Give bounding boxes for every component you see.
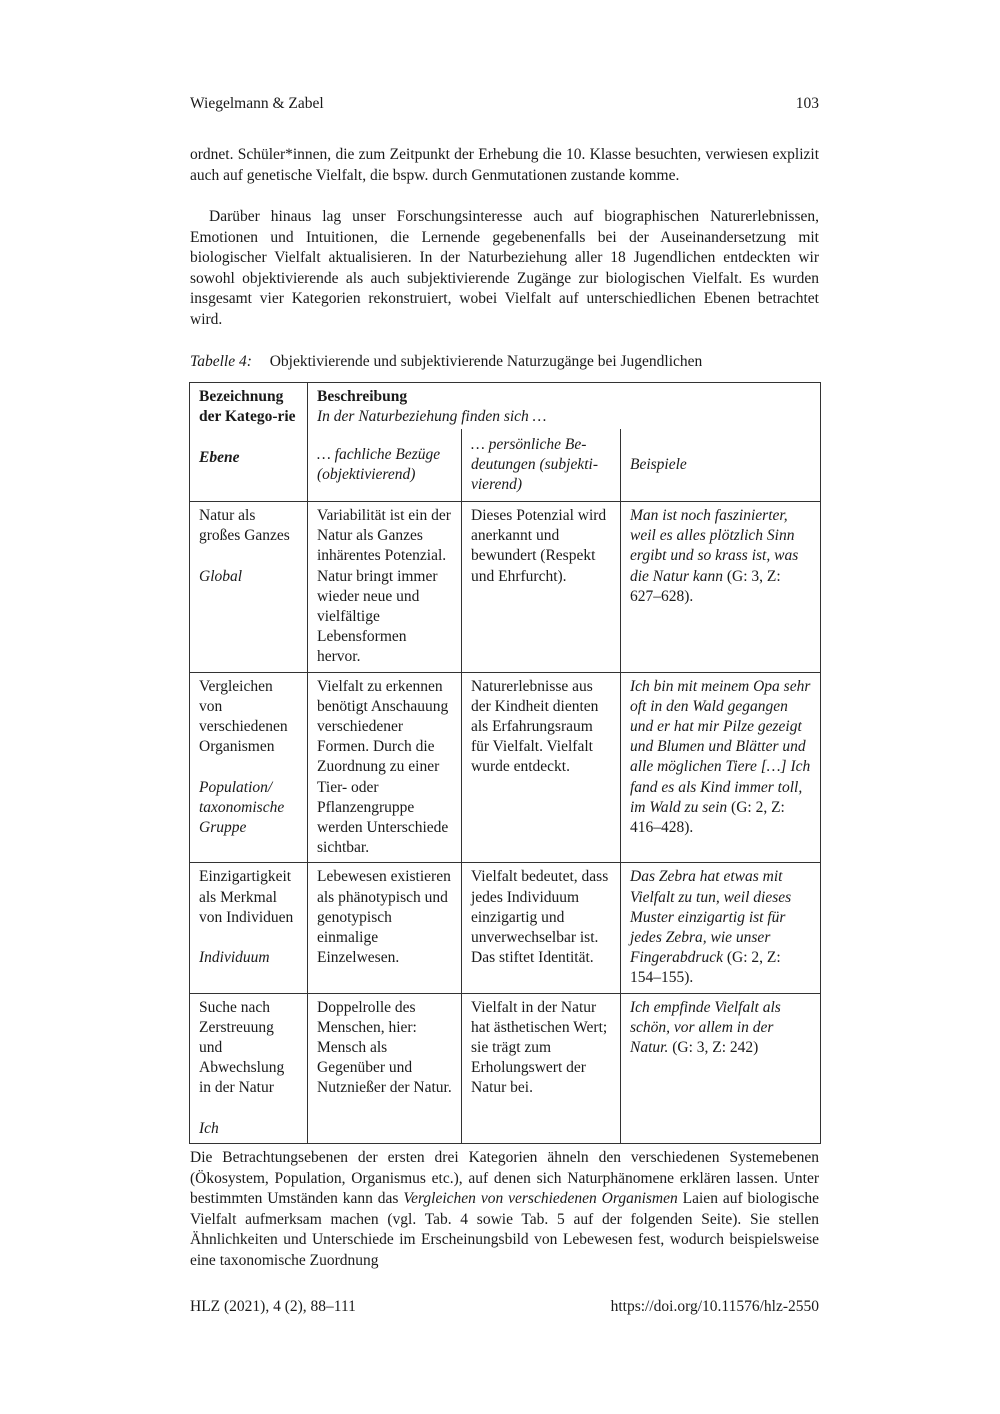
paragraph-2: Darüber hinaus lag unser Forschungsinteresse auch auf biographischen Naturerlebnissen, Emotionen und Intuitionen, die Lernende gegebenenfalls bei der Auseinandersetzung mit biologischer Vielfalt aktualisieren. In der Naturbeziehung aller 18 Jugendlichen entdeckten wir sowohl objektivierende als auch subjektivierende Zugänge zur biologischen Vielfalt. Es wurden insgesamt vier Kategorien rekonstruiert, wobei Vielfalt auf unterschiedlichen Ebenen betrachtet wird. bbox=[190, 208, 819, 328]
subjective-cell: Vielfalt in der Natur hat ästhetischen Wert; sie trägt zum Erholungswert der Natur bei. bbox=[462, 993, 621, 1143]
objective-cell: Vielfalt zu erkennen benötigt Anschauung verschiedener Formen. Durch die Zuordnung zu einer Tier- oder Pflanzengruppe werden Unterschiede sichtbar. bbox=[308, 672, 462, 863]
category-level: Population/ taxonomische Gruppe bbox=[199, 778, 285, 837]
table-row bbox=[190, 502, 821, 673]
subjective-cell: Dieses Potenzial wird anerkannt und bewundert (Respekt und Ehrfurcht). bbox=[462, 502, 621, 673]
category-level: Ich bbox=[199, 1119, 219, 1137]
table-caption-label: Tabelle 4: bbox=[190, 353, 252, 370]
header-description-title: Beschreibung bbox=[317, 388, 408, 405]
table-caption-text: Objektivierende und subjektivierende Naturzugänge bei Jugendlichen bbox=[269, 353, 703, 370]
table-4 bbox=[189, 382, 821, 1144]
paragraph-1: ordnet. Schüler*innen, die zum Zeitpunkt der Erhebung die 10. Klasse besuchten, verwiesen explizit auch auf genetische Vielfalt, die bspw. durch Genmutationen zustande komme. bbox=[190, 146, 819, 184]
header-description-group bbox=[308, 383, 821, 430]
paragraph-3-emphasis: Vergleichen von verschiedenen Organismen bbox=[403, 1190, 678, 1208]
category-name: Vergleichen von verschiedenen Organismen bbox=[199, 677, 288, 756]
objective-cell: Lebewesen existieren als phänotypisch und genotypisch einmalige Einzelwesen. bbox=[308, 863, 462, 993]
category-level: Global bbox=[199, 567, 243, 585]
example-cell bbox=[621, 993, 821, 1143]
example-cell bbox=[621, 863, 821, 993]
header-level-title: Ebene bbox=[199, 448, 240, 466]
objective-cell: Doppelrolle des Menschen, hier: Mensch als Gegenüber und Nutznießer der Natur. bbox=[308, 993, 462, 1143]
example-quote: Ich bin mit meinem Opa sehr oft in den Wald gegangen und er hat mir Pilze gezeigt und Blumen und Blätter und alle möglichen Tiere […] Ich fand es als Kind immer toll, im Wald zu sein bbox=[630, 677, 811, 816]
category-cell bbox=[190, 993, 308, 1143]
header-authors: Wiegelmann & Zabel bbox=[190, 95, 324, 112]
objective-cell: Variabilität ist ein der Natur als Ganzes inhärentes Potenzial. Natur bringt immer wieder neue und vielfältige Lebensformen hervor. bbox=[308, 502, 462, 673]
table-row bbox=[190, 993, 821, 1143]
header-examples: Beispiele bbox=[621, 429, 821, 501]
example-cell bbox=[621, 502, 821, 673]
subjective-cell: Vielfalt bedeutet, dass jedes Individuum einzigartig und unverwechselbar ist. Das stiftet Identität. bbox=[462, 863, 621, 993]
category-cell bbox=[190, 672, 308, 863]
footer-citation: HLZ (2021), 4 (2), 88–111 bbox=[190, 1298, 356, 1315]
example-cell bbox=[621, 672, 821, 863]
header-description-subtitle: In der Naturbeziehung finden sich … bbox=[317, 408, 547, 426]
category-cell bbox=[190, 863, 308, 993]
footer-doi-link[interactable]: https://doi.org/10.11576/hlz-2550 bbox=[610, 1298, 819, 1315]
table-caption bbox=[190, 353, 702, 371]
page-footer bbox=[190, 1298, 819, 1316]
header-category-cell bbox=[190, 383, 308, 502]
subjective-cell: Naturerlebnisse aus der Kindheit dienten als Erfahrungsraum für Vielfalt. Vielfalt wurde entdeckt. bbox=[462, 672, 621, 863]
table-row bbox=[190, 863, 821, 993]
header-category-title: Bezeichnung der Katego-rie bbox=[199, 388, 296, 426]
paragraph-3-text-b: Laien auf biologische Vielfalt aufmerksam machen (vgl. Tab. 4 sowie Tab. 5 auf der folgenden Seite). Sie stellen Ähnlichkeiten und Unterschiede im Erscheinungsbild von Lebewesen fest, wodurch beispielsweise eine taxonomische Zuordnung bbox=[190, 1190, 819, 1269]
category-name: Suche nach Zerstreuung und Abwechslung in der Natur bbox=[199, 998, 285, 1097]
example-reference: (G: 3, Z: 242) bbox=[668, 1039, 759, 1057]
category-name: Natur als großes Ganzes bbox=[199, 507, 290, 545]
table-header-row-1 bbox=[190, 383, 821, 430]
category-name: Einzigartigkeit als Merkmal von Individuen bbox=[199, 868, 294, 926]
header-subjective: … persönliche Be-deutungen (subjekti-vierend) bbox=[462, 429, 621, 501]
table-row bbox=[190, 672, 821, 863]
category-cell bbox=[190, 502, 308, 673]
running-head bbox=[190, 95, 819, 113]
paragraph-3-text-a: Die Betrachtungsebenen der ersten drei Kategorien ähneln den verschiedenen Systemebenen (Ökosystem, Population, Organismus etc.), auf denen sich Naturphänomene erklären lassen. Unter bestimmten Umständen kann das bbox=[190, 1149, 819, 1208]
example-reference: (G: 2, Z: 416–428). bbox=[630, 798, 785, 837]
header-objective: … fachliche Bezüge (objektivierend) bbox=[308, 429, 462, 501]
category-level: Individuum bbox=[199, 949, 270, 967]
paragraph-3 bbox=[190, 1148, 819, 1272]
example-quote: Man ist noch faszinierter, weil es alles plötzlich Sinn ergibt und so krass ist, was die Natur kann bbox=[630, 507, 799, 585]
example-reference: (G: 3, Z: 627–628). bbox=[630, 567, 781, 605]
example-quote: Ich empfinde Vielfalt als schön, vor allem in der Natur. bbox=[630, 998, 781, 1057]
example-reference: (G: 2, Z: 154–155). bbox=[630, 949, 781, 987]
example-quote: Das Zebra hat etwas mit Vielfalt zu tun, weil dieses Muster einzigartig ist für jedes Zebra, wie unser Fingerabdruck bbox=[630, 868, 792, 967]
page-number: 103 bbox=[795, 95, 819, 112]
